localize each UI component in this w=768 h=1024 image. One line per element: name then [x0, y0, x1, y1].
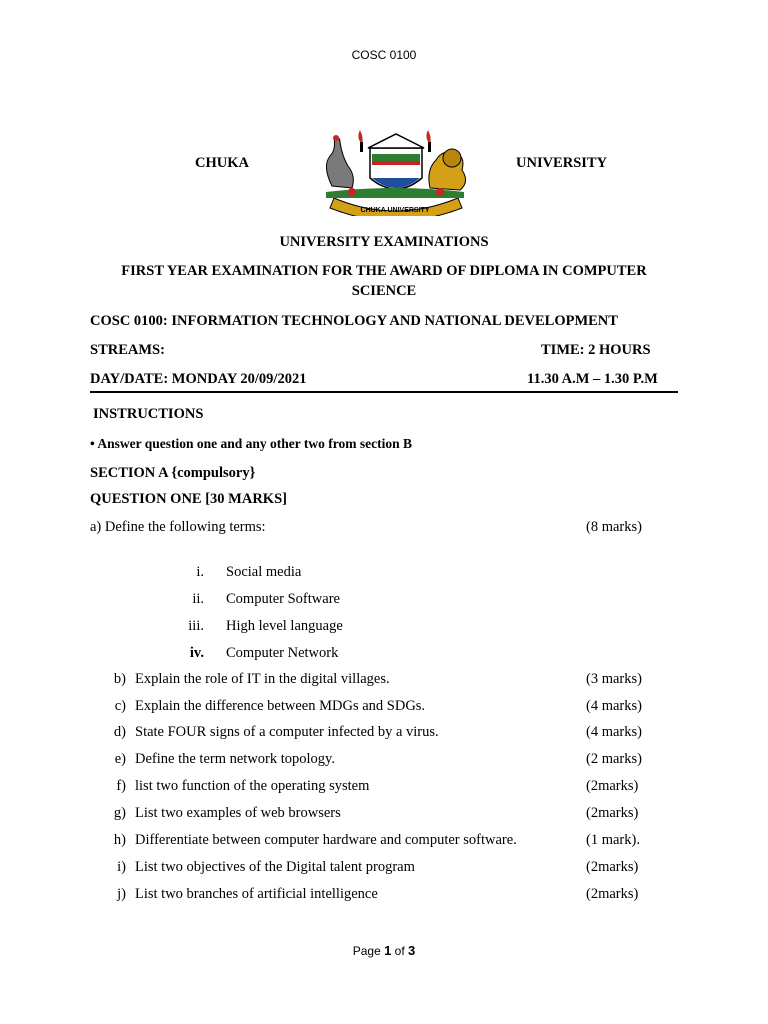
question-letter: i) — [117, 859, 126, 875]
question-text: List two objectives of the Digital talent program — [135, 859, 415, 875]
logo-ribbon-text: CHUKA UNIVERSITY — [360, 207, 430, 214]
question-text: Differentiate between computer hardware and computer software. — [135, 832, 517, 848]
question-marks: (2marks) — [586, 886, 639, 902]
exam-line2a: FIRST YEAR EXAMINATION FOR THE AWARD OF DIPLOMA IN COMPUTER — [121, 263, 647, 279]
question-text: State FOUR signs of a computer infected by a virus. — [135, 724, 439, 740]
question-marks: (2 marks) — [586, 751, 642, 767]
question-letter: e) — [114, 751, 126, 767]
instructions-bullet: • Answer question one and any other two from section B — [90, 436, 412, 451]
time-label: TIME: 2 HOURS — [541, 342, 651, 358]
page-footer — [0, 943, 768, 958]
logo-ostrich — [326, 138, 353, 189]
question-letter: d) — [113, 724, 126, 740]
header-divider — [90, 391, 678, 393]
question-letter: b) — [113, 671, 126, 687]
streams-label: STREAMS: — [90, 342, 165, 358]
question-letter: f) — [116, 778, 126, 794]
time-range: 11.30 A.M – 1.30 P.M — [527, 371, 658, 387]
logo-shield-base — [372, 178, 420, 188]
logo-torch-right — [426, 130, 430, 144]
footer-total-pages: 3 — [408, 943, 416, 958]
footer-of-word: of — [391, 944, 409, 958]
exam-line2b: SCIENCE — [351, 283, 417, 299]
question-marks: (4 marks) — [586, 698, 642, 714]
part-a-marks: (8 marks) — [586, 519, 642, 535]
term-text: High level language — [226, 618, 343, 634]
question-text: Define the term network topology. — [135, 751, 335, 767]
question-marks: (3 marks) — [586, 671, 642, 687]
title-university: UNIVERSITY — [516, 155, 608, 171]
university-logo — [312, 126, 478, 216]
question-text: List two examples of web browsers — [135, 805, 341, 821]
question-marks: (2marks) — [586, 805, 639, 821]
question-marks: (1 mark). — [586, 832, 640, 848]
question-text: list two function of the operating system — [135, 778, 370, 794]
question-letter: j) — [117, 886, 126, 902]
logo-roof — [368, 134, 424, 148]
section-a-heading: SECTION A {compulsory} — [90, 465, 256, 481]
question-text: List two branches of artificial intelligence — [135, 886, 378, 902]
term-number: iii. — [188, 618, 204, 634]
term-number: i. — [196, 564, 204, 580]
question-letter: g) — [113, 805, 126, 821]
footer-page-number: 1 — [384, 943, 392, 958]
date-label: DAY/DATE: MONDAY 20/09/2021 — [90, 371, 307, 387]
question-letter: c) — [114, 698, 126, 714]
logo-torch-left — [358, 130, 362, 144]
footer-page-word: Page — [352, 944, 385, 958]
term-text: Social media — [226, 564, 302, 580]
question-marks: (2marks) — [586, 859, 639, 875]
exam-line1: UNIVERSITY EXAMINATIONS — [279, 234, 489, 250]
term-text: Computer Network — [226, 645, 339, 661]
term-text: Computer Software — [226, 591, 340, 607]
question-marks: (2marks) — [586, 778, 639, 794]
instructions-heading: INSTRUCTIONS — [93, 406, 204, 422]
title-chuka: CHUKA — [195, 155, 249, 171]
logo-shield-band — [372, 154, 420, 161]
header-course-code: COSC 0100 — [351, 48, 417, 62]
question-letter: h) — [113, 832, 126, 848]
question-marks: (4 marks) — [586, 724, 642, 740]
course-title: COSC 0100: INFORMATION TECHNOLOGY AND NATIONAL DEVELOPMENT — [90, 313, 618, 329]
term-number: iv. — [189, 645, 204, 661]
question-one-heading: QUESTION ONE [30 MARKS] — [90, 491, 287, 507]
part-a-label: a) Define the following terms: — [90, 519, 266, 535]
question-text: Explain the difference between MDGs and SDGs. — [135, 698, 426, 714]
question-text: Explain the role of IT in the digital villages. — [135, 671, 390, 687]
term-number: ii. — [192, 591, 204, 607]
